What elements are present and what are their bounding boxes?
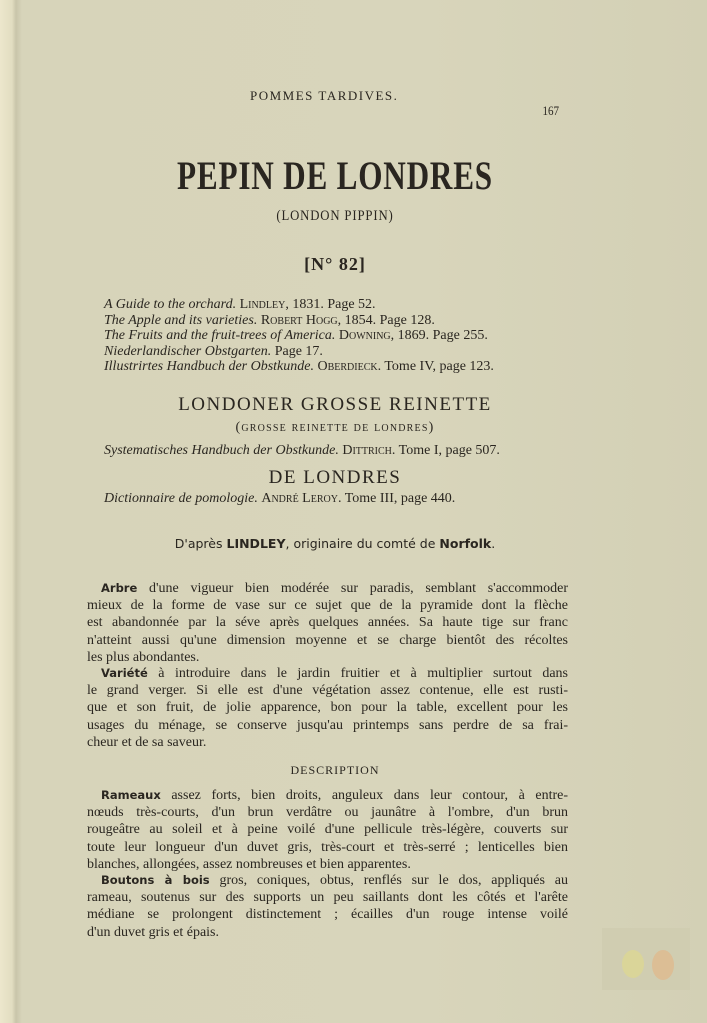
text-line [87,804,568,821]
line-text: mieux de la forme de vase sur ce sujet que de la pyramide dont la flèche [87,598,568,614]
reference-author: Downing [338,328,391,343]
running-head: POMMES TARDIVES. [250,88,399,103]
line-text: médiane se prolongent distinctement ; écailles d'un rouge intense voilé [87,907,568,923]
text-line [87,614,568,631]
line-text: est abandonnée par la séve après quelques années. Sa haute tige sur franc [87,615,568,631]
origin-pre: D'après [174,536,227,551]
origin-line [100,536,570,551]
reference-line [104,297,539,313]
page-number: 167 [542,103,560,118]
reference-line [104,491,539,507]
subtitle: (LONDON PIPPIN) [276,208,394,224]
line-text: cheur et de sa saveur. [87,734,207,750]
description-heading: DESCRIPTION [290,763,380,777]
reference-detail: , 1854. Page 128. [337,312,435,328]
text-line [87,717,568,734]
reference-work: The Apple and its varieties. [104,312,258,328]
reference-author: Robert Hogg [260,312,338,328]
reference-detail: , 1869. Page 255. [390,328,488,343]
reference-work: Systematisches Handbuch der Obstkunde. [104,443,339,458]
reference-detail: . Tome IV, page 123. [377,359,494,374]
line-text: n'atteint aussi qu'une dimension moyenne et se charge bientôt des récoltes [87,632,568,648]
paragraph-boutons [87,872,568,941]
reference-work: Dictionnaire de pomologie. [104,491,258,506]
reference-line [104,443,539,459]
line-text: assez forts, bien droits, anguleux dans leur contour, à entre- [160,788,568,803]
synonym-reference [104,443,539,459]
paragraph-arbre [87,580,568,666]
text-line [87,856,568,873]
reference-line [104,359,539,375]
line-text: les plus abondantes. [87,649,200,665]
line-text: nœuds très-courts, d'un brun verdâtre ou jaunâtre à l'ombre, d'un brun [87,805,568,821]
page-title: PEPIN DE LONDRES [177,153,493,198]
reference-work: A Guide to the orchard. [104,297,237,312]
synonym-heading-2: DE LONDRES [268,467,402,488]
origin-post: . [491,536,496,551]
text-line [87,665,568,682]
reference-detail: . Tome III, page 440. [337,491,456,506]
line-text: gros, coniques, obtus, renflés sur le dos, appliqués au [209,873,568,888]
synonym-heading: LONDONER GROSSE REINETTE [178,394,492,415]
line-text: d'un duvet gris et épais. [87,924,219,940]
text-line [87,632,568,649]
origin-mid: , originaire du comté de [285,536,440,551]
lead-word: Variété [101,666,148,680]
text-line [87,821,568,838]
reference-author: Lindley [239,297,286,312]
text-line [87,699,568,716]
reference-work: The Fruits and the fruit-trees of America. [104,328,336,343]
reference-line [104,313,539,329]
paragraph-rameaux [87,787,568,873]
reference-list [104,297,539,375]
text-line [87,872,568,889]
origin-author: LINDLEY [226,536,286,551]
reference-detail: . Tome I, page 507. [391,443,500,458]
reference-author: André Leroy [261,491,338,506]
lead-word: Boutons à bois [101,873,210,887]
text-line [87,682,568,699]
line-text: d'une vigueur bien modérée sur paradis, semblant s'accommoder [137,581,568,596]
reference-work: Niederlandischer Obstgarten. [104,343,272,359]
text-line [87,649,568,666]
text-line [87,734,568,751]
line-text: blanches, allongées, assez nombreuses et bien apparentes. [87,856,411,872]
reference-line [104,328,539,344]
text-line [87,839,568,856]
line-text: rougeâtre au soleil et à peine voilé d'une pellicule très-légère, couverts sur [87,822,568,838]
line-text: toute leur longueur d'un duvet gris, très-court et très-serré ; lenticelles bien [87,839,568,855]
reference-work: Illustrirtes Handbuch der Obstkunde. [104,359,314,374]
reference-detail: , 1831. Page 52. [285,297,376,312]
variety-number: [N° 82] [304,254,366,274]
fruit-thumbnail-image [602,928,690,990]
text-line [87,889,568,906]
lead-word: Rameaux [101,788,161,802]
line-text: usages du ménage, se conserve jusqu'au printemps sans perdre de sa frai- [87,717,568,733]
paragraph-variete [87,665,568,751]
synonym-translation: (grosse reinette de londres) [235,420,435,435]
reference-detail: Page 17. [274,343,323,359]
synonym-reference-2 [104,491,539,507]
reference-line [104,344,539,360]
text-line [87,906,568,923]
text-line [87,787,568,804]
lead-word: Arbre [101,581,138,595]
line-text: que et son fruit, de jolie apparence, bon pour la table, excellent pour les [87,700,568,716]
origin-place: Norfolk [439,536,492,551]
text-line [87,580,568,597]
reference-author: Dittrich [342,443,392,458]
reference-author: Oberdieck [317,359,378,374]
text-line [87,924,568,941]
line-text: à introduire dans le jardin fruitier et à multiplier surtout dans [147,666,568,681]
line-text: rameau, soutenus sur des supports un peu saillants dont les côtés et l'arête [87,890,568,906]
text-line [87,597,568,614]
line-text: le grand verger. Si elle est d'une végétation assez contenue, elle est rusti- [87,683,568,699]
